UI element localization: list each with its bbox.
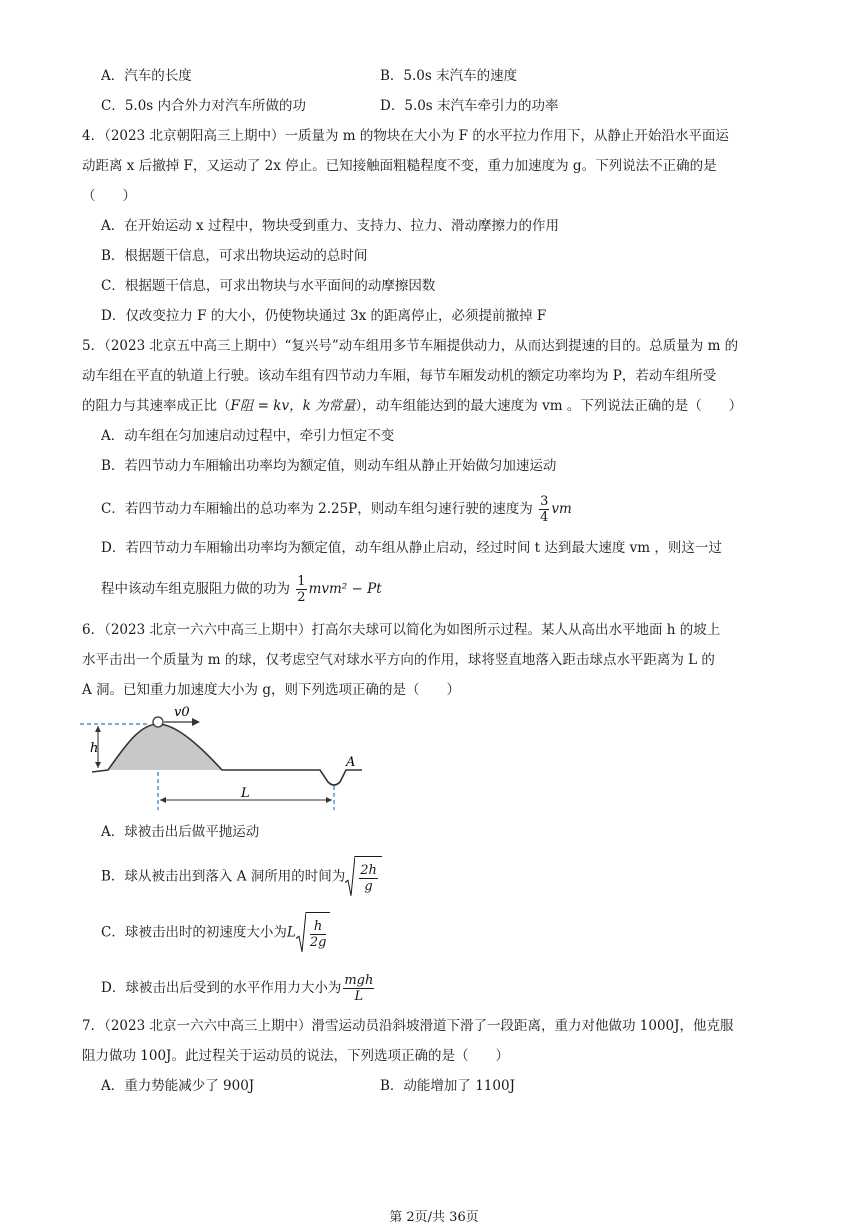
q6-option-b bbox=[101, 856, 382, 898]
q4-option-b: B．根据题干信息，可求出物块运动的总时间 bbox=[101, 248, 368, 264]
q5-option-d-line2 bbox=[101, 574, 382, 605]
q5-option-d-fraction bbox=[296, 574, 306, 605]
q3-option-d: D．5.0s 末汽车牵引力的功率 bbox=[380, 98, 559, 114]
q4-option-a: A．在开始运动 x 过程中，物块受到重力、支持力、拉力、滑动摩擦力的作用 bbox=[101, 218, 559, 234]
page-footer: 第 2页/共 36页 bbox=[389, 1210, 479, 1225]
q3-option-a: A．汽车的长度 bbox=[101, 68, 192, 84]
arrowhead-icon bbox=[160, 797, 166, 803]
fraction-numerator: 2h bbox=[360, 863, 377, 878]
q5-stem-line1: 5．（2023 北京五中高三上期中）“复兴号”动车组用多节车厢提供动力，从而达到提速的目的。总质量为 m 的 bbox=[82, 338, 739, 354]
A-label: A bbox=[346, 755, 356, 770]
arrowhead-icon bbox=[95, 762, 101, 768]
q6-option-d-text: D．球被击出后受到的水平作用力大小为 bbox=[101, 980, 342, 996]
h-label: h bbox=[90, 741, 99, 756]
q5-option-d-expression: mvm² − Pt bbox=[308, 581, 382, 597]
q4-stem-line2: 动距离 x 后撤掉 F，又运动了 2x 停止。已知接触面粗糙程度不变，重力加速度为 g。下列说法不正确的是 bbox=[82, 158, 717, 174]
q6-option-c-sqrt bbox=[296, 912, 331, 954]
q6-option-c bbox=[101, 912, 330, 954]
arrowhead-icon bbox=[326, 797, 332, 803]
fraction-denominator: 4 bbox=[540, 510, 549, 525]
v0-label: v0 bbox=[174, 706, 190, 720]
q5-option-c-vm: vm bbox=[551, 501, 572, 517]
q7-stem-line2: 阻力做功 100J。此过程关于运动员的说法，下列选项正确的是（ ） bbox=[82, 1048, 509, 1064]
golf-ball-icon bbox=[153, 717, 163, 727]
arrowhead-icon bbox=[95, 726, 101, 732]
q7-stem-line1: 7．（2023 北京一六六中高三上期中）滑雪运动员沿斜坡滑道下滑了一段距离，重力对他做功 1000J，他克服 bbox=[82, 1018, 734, 1034]
q6-option-c-L: L bbox=[286, 924, 296, 941]
q4-stem-line1: 4．（2023 北京朝阳高三上期中）一质量为 m 的物块在大小为 F 的水平拉力作用下，从静止开始沿水平面运 bbox=[82, 128, 729, 144]
radical-icon bbox=[296, 912, 306, 954]
q7-option-a: A．重力势能减少了 900J bbox=[101, 1078, 255, 1094]
q5-option-d-text: 程中该动车组克服阻力做的功为 bbox=[101, 581, 290, 597]
q3-option-b: B．5.0s 末汽车的速度 bbox=[380, 68, 518, 84]
q5-option-b: B．若四节动力车厢输出功率均为额定值，则动车组从静止开始做匀加速运动 bbox=[101, 458, 557, 474]
q6-stem-line1: 6．（2023 北京一六六中高三上期中）打高尔夫球可以简化为如图所示过程。某人从高出水平地面 h 的坡上 bbox=[82, 622, 721, 638]
q7-option-b: B．动能增加了 1100J bbox=[380, 1078, 515, 1094]
q6-option-a: A．球被击出后做平抛运动 bbox=[101, 824, 260, 840]
fraction-denominator: L bbox=[354, 989, 364, 1004]
q5-option-c-text: C．若四节动力车厢输出的总功率为 2.25P，则动车组匀速行驶的速度为 bbox=[101, 501, 533, 517]
arrowhead-icon bbox=[192, 718, 200, 726]
q3-option-c: C．5.0s 内合外力对汽车所做的功 bbox=[101, 98, 307, 114]
q5-option-d-line1: D．若四节动力车厢输出功率均为额定值，动车组从静止启动，经过时间 t 达到最大速度 vm ，则这一过 bbox=[101, 540, 722, 556]
q5-option-c-fraction bbox=[539, 494, 549, 525]
q5-option-c bbox=[101, 494, 572, 525]
fraction-denominator: 2 bbox=[297, 590, 306, 605]
q5-stem-line2: 动车组在平直的轨道上行驶。该动车组有四节动力车厢，每节车厢发动机的额定功率均为 P，若动车组所受 bbox=[82, 368, 717, 384]
q4-stem-line3: （ ） bbox=[82, 188, 136, 204]
q6-stem-line3: A 洞。已知重力加速度大小为 g，则下列选项正确的是（ ） bbox=[82, 682, 460, 698]
q5-resistance-formula: F阻 = kv，k 为常量 bbox=[230, 398, 356, 414]
q4-option-d: D．仅改变拉力 F 的大小，仍使物块通过 3x 的距离停止，必须提前撤掉 F bbox=[101, 308, 547, 324]
q5-option-a: A．动车组在匀加速启动过程中，牵引力恒定不变 bbox=[101, 428, 395, 444]
L-label: L bbox=[241, 786, 250, 801]
fraction-numerator: 1 bbox=[297, 574, 306, 589]
fraction-denominator: 2g bbox=[309, 935, 327, 950]
q5-line3-text-b: ），动车组能达到的最大速度为 vm 。下列说法正确的是（ ） bbox=[355, 398, 743, 414]
q6-option-c-text: C．球被击出时的初速度大小为 bbox=[101, 924, 287, 941]
q6-option-b-sqrt bbox=[345, 856, 382, 898]
golf-diagram bbox=[80, 706, 380, 818]
q6-option-b-text: B．球从被击出到落入 A 洞所用的时间为 bbox=[101, 868, 346, 885]
fraction-numerator: mgh bbox=[344, 973, 374, 988]
q5-line3-text-a: 的阻力与其速率成正比（ bbox=[82, 398, 231, 414]
fraction-numerator: h bbox=[310, 919, 327, 935]
fraction-numerator: 3 bbox=[540, 494, 549, 509]
q6-stem-line2: 水平击出一个质量为 m 的球，仅考虑空气对球水平方向的作用，球将竖直地落入距击球点水平距离为 L 的 bbox=[82, 652, 715, 668]
q4-option-c: C．根据题干信息，可求出物块与水平面间的动摩擦因数 bbox=[101, 278, 436, 294]
fraction-denominator: g bbox=[364, 879, 373, 894]
radical-icon bbox=[345, 856, 355, 898]
q5-stem-line3 bbox=[82, 396, 742, 416]
q6-option-d-fraction bbox=[343, 973, 374, 1004]
q6-option-d bbox=[101, 968, 376, 1008]
